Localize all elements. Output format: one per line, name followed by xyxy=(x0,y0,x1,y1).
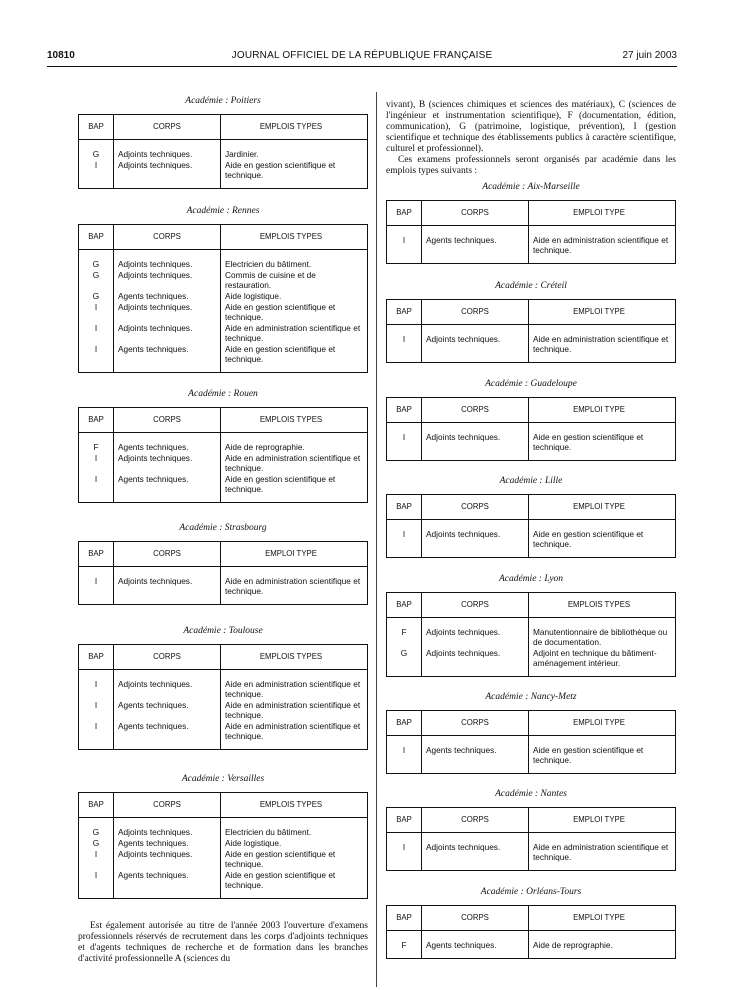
table-header-row xyxy=(79,408,367,433)
cell-emploi: Aide en gestion scientifique et technique. xyxy=(221,159,368,188)
cell-emploi: Aide en administration scientifique et technique. xyxy=(221,567,368,605)
table-row xyxy=(387,618,675,648)
academie-title: Académie : Nancy-Metz xyxy=(485,692,577,702)
cell-bap: I xyxy=(94,344,98,354)
cell-corps: Adjoints techniques. xyxy=(114,140,221,160)
cell-bap: I xyxy=(94,721,98,731)
table-header-row xyxy=(79,793,367,818)
col-header-bap: BAP xyxy=(387,808,422,833)
cell-bap: I xyxy=(402,235,406,245)
emplois-table xyxy=(78,644,368,750)
exam-authorization-text: Est également autorisée au titre de l'année 2003 l'ouverture d'examens professionnels réservés de recrutement dans les corps d'adjoints techniques et d'agents techniques de recherche et de formation dans les branches d'activité professionnelle A (sciences du xyxy=(78,921,368,964)
col-header-emplois: EMPLOI TYPE xyxy=(529,495,676,520)
col-header-emplois: EMPLOI TYPE xyxy=(529,300,676,325)
cell-corps: Agents techniques. xyxy=(114,837,221,848)
table-row xyxy=(79,567,367,605)
cell-bap: I xyxy=(402,334,406,344)
academie-section xyxy=(78,96,368,206)
cell-bap: I xyxy=(94,453,98,463)
table-row xyxy=(79,837,367,848)
cell-bap: F xyxy=(93,442,99,452)
academie-section xyxy=(78,389,368,523)
cell-bap: I xyxy=(94,849,98,859)
col-header-bap: BAP xyxy=(79,115,114,140)
col-header-emplois: EMPLOIS TYPES xyxy=(529,593,676,618)
emplois-table xyxy=(386,592,676,677)
academie-section xyxy=(386,182,676,281)
cell-bap: I xyxy=(402,745,406,755)
cell-bap: I xyxy=(402,842,406,852)
cell-emploi: Aide de reprographie. xyxy=(529,931,676,959)
col-header-corps: CORPS xyxy=(114,542,221,567)
cell-corps: Agents techniques. xyxy=(114,290,221,301)
col-header-emplois: EMPLOI TYPE xyxy=(529,808,676,833)
column-divider xyxy=(376,92,377,987)
cell-corps: Adjoints techniques. xyxy=(422,325,529,363)
table-row xyxy=(79,452,367,473)
academie-title: Académie : Rennes xyxy=(186,206,260,216)
table-header-row xyxy=(387,906,675,931)
journal-title: JOURNAL OFFICIEL DE LA RÉPUBLIQUE FRANÇAISE xyxy=(231,50,493,61)
page-header xyxy=(47,50,677,64)
academie-title: Académie : Lyon xyxy=(498,574,564,584)
col-header-bap: BAP xyxy=(387,300,422,325)
publication-date: 27 juin 2003 xyxy=(622,50,677,61)
table-row xyxy=(387,226,675,264)
table-row xyxy=(79,250,367,270)
table-row xyxy=(79,301,367,322)
academie-title: Académie : Guadeloupe xyxy=(485,379,577,389)
table-header-row xyxy=(387,593,675,618)
col-header-corps: CORPS xyxy=(114,408,221,433)
col-header-bap: BAP xyxy=(79,408,114,433)
academie-title: Académie : Créteil xyxy=(495,281,567,291)
cell-corps: Adjoints techniques. xyxy=(422,520,529,558)
cell-emploi: Aide en gestion scientifique et technique. xyxy=(221,343,368,372)
col-header-emplois: EMPLOIS TYPES xyxy=(221,115,368,140)
col-header-emplois: EMPLOI TYPE xyxy=(529,711,676,736)
emplois-table xyxy=(78,792,368,899)
table-header-row xyxy=(387,201,675,226)
cell-corps: Adjoints techniques. xyxy=(422,423,529,461)
col-header-emplois: EMPLOI TYPE xyxy=(529,398,676,423)
table-row xyxy=(79,140,367,160)
table-row xyxy=(387,647,675,676)
left-column xyxy=(78,96,368,910)
cell-bap: I xyxy=(94,474,98,484)
col-header-bap: BAP xyxy=(79,793,114,818)
cell-bap: I xyxy=(94,160,98,170)
cell-emploi: Aide en administration scientifique et technique. xyxy=(221,720,368,749)
emplois-table xyxy=(78,224,368,373)
cell-corps: Agents techniques. xyxy=(114,869,221,898)
table-header-row xyxy=(387,495,675,520)
col-header-bap: BAP xyxy=(387,398,422,423)
cell-bap: F xyxy=(401,940,407,950)
emplois-table xyxy=(386,200,676,264)
cell-corps: Adjoints techniques. xyxy=(422,833,529,871)
academie-section xyxy=(386,281,676,379)
cell-bap: I xyxy=(94,576,98,586)
table-header-row xyxy=(387,808,675,833)
cell-emploi: Aide en gestion scientifique et technique. xyxy=(529,423,676,461)
cell-bap: I xyxy=(402,432,406,442)
cell-emploi: Aide logistique. xyxy=(221,837,368,848)
cell-emploi: Aide en administration scientifique et technique. xyxy=(221,322,368,343)
col-header-bap: BAP xyxy=(79,225,114,250)
table-row xyxy=(79,720,367,749)
col-header-emplois: EMPLOIS TYPES xyxy=(221,793,368,818)
cell-emploi: Aide logistique. xyxy=(221,290,368,301)
academie-title: Académie : Lille xyxy=(499,476,563,486)
cell-bap: I xyxy=(402,529,406,539)
cell-emploi: Jardinier. xyxy=(221,140,368,160)
col-header-corps: CORPS xyxy=(422,201,529,226)
col-header-corps: CORPS xyxy=(114,645,221,670)
col-header-bap: BAP xyxy=(387,593,422,618)
academie-title: Académie : Toulouse xyxy=(183,626,263,636)
table-header-row xyxy=(79,542,367,567)
cell-corps: Agents techniques. xyxy=(114,343,221,372)
col-header-corps: CORPS xyxy=(422,808,529,833)
bap-list-text: vivant), B (sciences chimiques et sciences des matériaux), C (sciences de l'ingénieur et instrumentation scientifique), F (documentation, édition, communication), G (patrimoine, logistique, prévention), I (gestion scientifique et technique des établissements publics à caractère scientifique, culturel et professionnel). xyxy=(386,100,676,154)
col-header-corps: CORPS xyxy=(422,711,529,736)
emplois-table xyxy=(386,710,676,774)
table-row xyxy=(387,833,675,871)
emplois-table xyxy=(386,905,676,959)
table-row xyxy=(79,869,367,898)
emplois-table xyxy=(386,807,676,871)
cell-bap: G xyxy=(92,838,100,848)
col-header-corps: CORPS xyxy=(422,593,529,618)
cell-emploi: Electricien du bâtiment. xyxy=(221,250,368,270)
cell-emploi: Aide en administration scientifique et technique. xyxy=(529,325,676,363)
cell-emploi: Commis de cuisine et de restauration. xyxy=(221,269,368,290)
academie-title: Académie : Poitiers xyxy=(185,96,261,106)
cell-emploi: Manutentionnaire de bibliothèque ou de documentation. xyxy=(529,618,676,648)
col-header-emplois: EMPLOIS TYPES xyxy=(221,225,368,250)
cell-emploi: Aide en administration scientifique et technique. xyxy=(221,699,368,720)
cell-bap: I xyxy=(94,302,98,312)
cell-emploi: Aide en gestion scientifique et technique. xyxy=(221,473,368,502)
academie-section xyxy=(78,206,368,389)
emplois-table xyxy=(78,114,368,189)
col-header-corps: CORPS xyxy=(422,906,529,931)
cell-bap: G xyxy=(92,270,100,280)
table-row xyxy=(387,520,675,558)
table-row xyxy=(387,931,675,959)
left-paragraph xyxy=(78,921,368,965)
table-header-row xyxy=(387,300,675,325)
academie-title: Académie : Rouen xyxy=(188,389,258,399)
cell-bap: I xyxy=(94,700,98,710)
cell-corps: Adjoints techniques. xyxy=(114,250,221,270)
table-row xyxy=(387,325,675,363)
cell-corps: Adjoints techniques. xyxy=(114,670,221,700)
col-header-corps: CORPS xyxy=(114,225,221,250)
col-header-bap: BAP xyxy=(387,906,422,931)
col-header-emplois: EMPLOIS TYPES xyxy=(221,645,368,670)
cell-bap: I xyxy=(94,679,98,689)
cell-bap: F xyxy=(401,627,407,637)
table-row xyxy=(79,322,367,343)
emplois-table xyxy=(78,407,368,503)
emplois-table xyxy=(386,494,676,558)
academie-title: Académie : Orléans-Tours xyxy=(480,887,582,897)
academie-section xyxy=(78,626,368,774)
col-header-bap: BAP xyxy=(387,495,422,520)
academie-title: Académie : Aix-Marseille xyxy=(482,182,580,192)
cell-emploi: Aide en administration scientifique et technique. xyxy=(529,226,676,264)
cell-corps: Agents techniques. xyxy=(114,433,221,453)
cell-corps: Adjoints techniques. xyxy=(422,618,529,648)
table-header-row xyxy=(387,711,675,736)
cell-emploi: Aide de reprographie. xyxy=(221,433,368,453)
cell-corps: Adjoints techniques. xyxy=(114,159,221,188)
table-row xyxy=(79,670,367,700)
header-rule xyxy=(47,66,677,67)
cell-corps: Adjoints techniques. xyxy=(114,301,221,322)
cell-emploi: Aide en administration scientifique et technique. xyxy=(529,833,676,871)
table-row xyxy=(79,848,367,869)
table-header-row xyxy=(79,645,367,670)
cell-emploi: Aide en gestion scientifique et technique. xyxy=(529,736,676,774)
table-row xyxy=(387,423,675,461)
cell-emploi: Electricien du bâtiment. xyxy=(221,818,368,838)
col-header-bap: BAP xyxy=(387,711,422,736)
academie-section xyxy=(386,476,676,574)
col-header-bap: BAP xyxy=(387,201,422,226)
table-header-row xyxy=(387,398,675,423)
table-row xyxy=(79,269,367,290)
cell-bap: I xyxy=(94,323,98,333)
table-row xyxy=(387,736,675,774)
col-header-corps: CORPS xyxy=(422,398,529,423)
cell-bap: I xyxy=(94,870,98,880)
cell-corps: Adjoints techniques. xyxy=(114,567,221,605)
table-header-row xyxy=(79,115,367,140)
cell-emploi: Aide en gestion scientifique et technique. xyxy=(529,520,676,558)
cell-corps: Agents techniques. xyxy=(422,931,529,959)
col-header-emplois: EMPLOIS TYPES xyxy=(221,408,368,433)
academie-section xyxy=(386,574,676,692)
cell-corps: Adjoints techniques. xyxy=(114,848,221,869)
right-intro xyxy=(386,100,676,177)
academie-title: Académie : Nantes xyxy=(495,789,567,799)
col-header-corps: CORPS xyxy=(114,793,221,818)
emplois-table xyxy=(386,299,676,363)
emplois-table xyxy=(386,397,676,461)
cell-bap: G xyxy=(92,291,100,301)
right-column xyxy=(386,182,676,967)
col-header-corps: CORPS xyxy=(422,300,529,325)
cell-corps: Adjoints techniques. xyxy=(114,818,221,838)
col-header-bap: BAP xyxy=(79,645,114,670)
cell-corps: Adjoints techniques. xyxy=(422,647,529,676)
table-row xyxy=(79,343,367,372)
cell-bap: G xyxy=(92,149,100,159)
col-header-emplois: EMPLOI TYPE xyxy=(221,542,368,567)
academie-section xyxy=(386,379,676,476)
col-header-bap: BAP xyxy=(79,542,114,567)
table-row xyxy=(79,818,367,838)
table-row xyxy=(79,473,367,502)
cell-emploi: Aide en gestion scientifique et technique. xyxy=(221,301,368,322)
col-header-emplois: EMPLOI TYPE xyxy=(529,906,676,931)
cell-bap: G xyxy=(92,827,100,837)
academie-section xyxy=(386,692,676,789)
col-header-corps: CORPS xyxy=(114,115,221,140)
academie-section xyxy=(78,774,368,910)
cell-emploi: Adjoint en technique du bâtiment-aménagement intérieur. xyxy=(529,647,676,676)
cell-corps: Adjoints techniques. xyxy=(114,322,221,343)
academie-section xyxy=(386,789,676,887)
table-row xyxy=(79,433,367,453)
academie-title: Académie : Strasbourg xyxy=(179,523,267,533)
exam-organisation-text: Ces examens professionnels seront organisés par académie dans les emplois types suivants : xyxy=(386,155,676,176)
cell-emploi: Aide en gestion scientifique et technique. xyxy=(221,869,368,898)
col-header-corps: CORPS xyxy=(422,495,529,520)
table-row xyxy=(79,290,367,301)
cell-emploi: Aide en administration scientifique et technique. xyxy=(221,452,368,473)
table-row xyxy=(79,159,367,188)
cell-corps: Agents techniques. xyxy=(422,736,529,774)
cell-emploi: Aide en administration scientifique et technique. xyxy=(221,670,368,700)
col-header-emplois: EMPLOI TYPE xyxy=(529,201,676,226)
emplois-table xyxy=(78,541,368,605)
cell-corps: Agents techniques. xyxy=(422,226,529,264)
cell-bap: G xyxy=(400,648,408,658)
cell-emploi: Aide en gestion scientifique et technique. xyxy=(221,848,368,869)
table-row xyxy=(79,699,367,720)
academie-section xyxy=(386,887,676,967)
cell-corps: Agents techniques. xyxy=(114,720,221,749)
page-number: 10810 xyxy=(47,50,75,61)
cell-bap: G xyxy=(92,259,100,269)
cell-corps: Agents techniques. xyxy=(114,473,221,502)
cell-corps: Agents techniques. xyxy=(114,699,221,720)
academie-title: Académie : Versailles xyxy=(181,774,265,784)
cell-corps: Adjoints techniques. xyxy=(114,452,221,473)
academie-section xyxy=(78,523,368,626)
table-header-row xyxy=(79,225,367,250)
cell-corps: Adjoints techniques. xyxy=(114,269,221,290)
